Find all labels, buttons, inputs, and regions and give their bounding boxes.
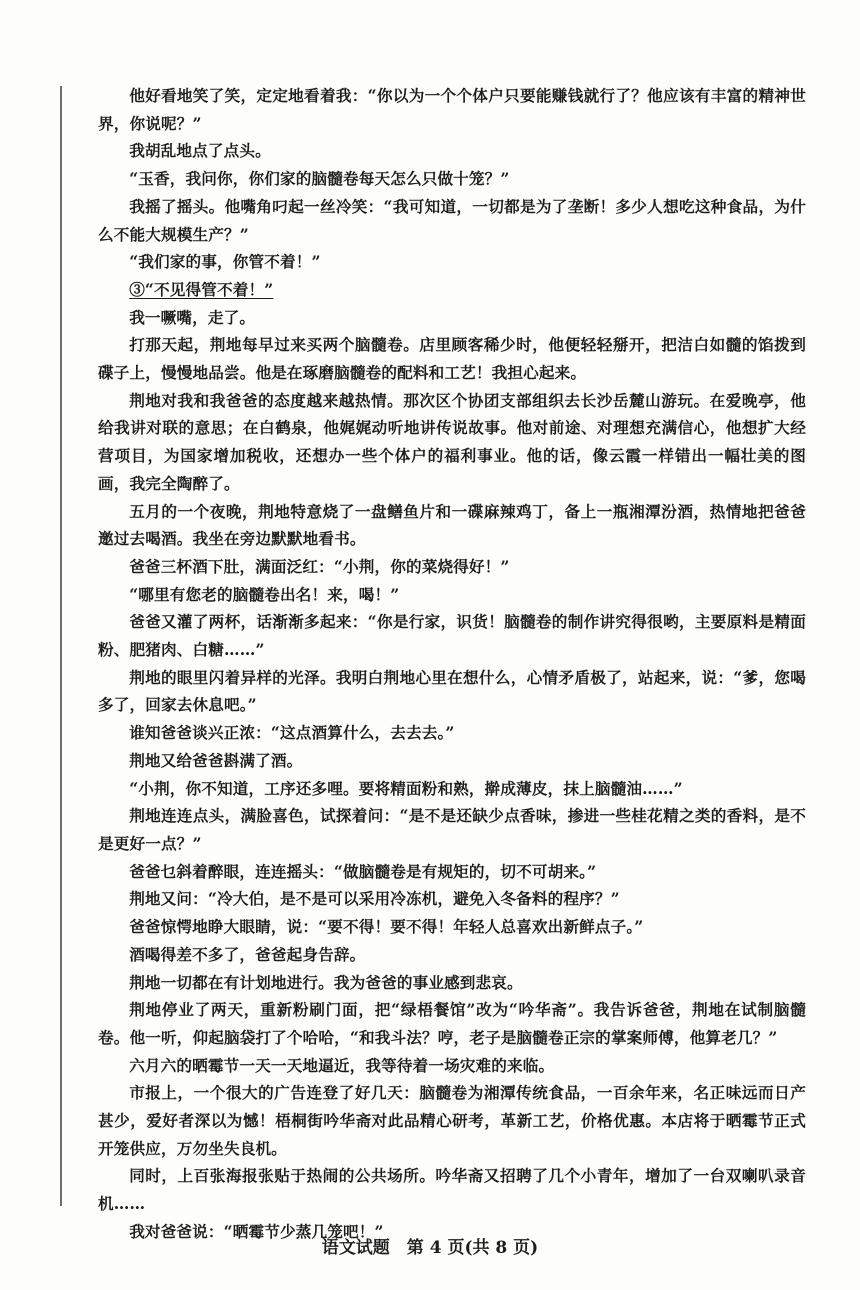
paragraph: “玉香，我问你，你们家的脑髓卷每天怎么只做十笼？”: [129, 169, 510, 189]
paragraph: 酒喝得差不多了，爸爸起身告辞。: [129, 944, 366, 964]
paragraph-underlined: [98, 276, 806, 304]
paragraph: 爸爸三杯酒下肚，满面泛红：“小荆，你的菜烧得好！”: [129, 556, 510, 576]
underlined-sentence: ③“不见得管不着！”: [129, 279, 274, 299]
paragraph: 荆地又给爸爸斟满了酒。: [129, 750, 303, 770]
paragraph: 我对爸爸说：“晒霉节少蒸几笼吧！”: [129, 1221, 384, 1241]
paragraph: 荆地对我和我爸爸的态度越来越热情。那次区个协团支部组织去长沙岳麓山游玩。在爱晚亭，他给我讲对联的意思；在白鹤泉，他娓娓动听地讲传说故事。他对前途、对理想充满信心，他想扩大经营项目，为国家增加税收，还想办一些个体户的福利事业。他的话，像云霞一样错出一幅壮美的图画，我完全陶醉了。: [98, 390, 806, 493]
paragraph: 我胡乱地点了点头。: [129, 141, 271, 161]
paragraph: 荆地又问：“冷大伯，是不是可以采用冷冻机，避免入冬备料的程序？”: [129, 889, 620, 909]
paragraph: 市报上，一个很大的广告连登了好几天：脑髓卷为湘潭传统食品，一百余年来，名正味远而日产甚少，爱好者深以为憾！梧桐街吟华斋对此品精心研考，革新工艺，价格优惠。本店将于晒霉节正式开笼供应，万勿坐失良机。: [98, 1083, 806, 1158]
passage-body: [98, 82, 806, 1246]
paragraph: 我一噘嘴，走了。: [129, 307, 256, 327]
paragraph: 他好看地笑了笑，定定地看着我：“你以为一个个体户只要能赚钱就行了？他应该有丰富的精神世界，你说呢？”: [98, 86, 806, 133]
paragraph: 同时，上百张海报张贴于热闹的公共场所。吟华斋又招聘了几个小青年，增加了一台双喇叭录音机……: [98, 1166, 806, 1214]
paragraph: 打那天起，荆地每早过来买两个脑髓卷。店里顾客稀少时，他便轻轻掰开，把洁白如髓的馅拨到碟子上，慢慢地品尝。他是在琢磨脑髓卷的配料和工艺！我担心起来。: [98, 335, 806, 383]
paragraph: 荆地连连点头，满脸喜色，试探着问：“是不是还缺少点香味，掺进一些桂花精之类的香料，是不是更好一点？”: [98, 806, 806, 853]
paragraph: “小荆，你不知道，工序还多哩。要将精面粉和熟，擀成薄皮，抹上脑髓油……”: [129, 778, 683, 798]
paragraph: 五月的一个夜晚，荆地特意烧了一盘鳝鱼片和一碟麻辣鸡丁，备上一瓶湘潭汾酒，热情地把爸爸邀过去喝酒。我坐在旁边默默地看书。: [98, 501, 806, 549]
paragraph: 谁知爸爸谈兴正浓：“这点酒算什么，去去去。”: [129, 723, 455, 743]
margin-rule: [60, 86, 62, 1206]
paragraph: 荆地停业了两天，重新粉刷门面，把“绿梧餐馆”改为“吟华斋”。我告诉爸爸，荆地在试制脑髓卷。他一听，仰起脑袋打了个哈哈，“和我斗法？哼，老子是脑髓卷正宗的掌案师傅，他算老几？”: [98, 1000, 806, 1047]
paragraph: 爸爸乜斜着醉眼，连连摇头：“做脑髓卷是有规矩的，切不可胡来。”: [129, 861, 597, 881]
paragraph: 我摇了摇头。他嘴角叼起一丝冷笑：“我可知道，一切都是为了垄断！多少人想吃这种食品，为什么不能大规模生产？”: [98, 196, 806, 244]
paragraph: 六月六的晒霉节一天一天地逼近，我等待着一场灾难的来临。: [129, 1055, 555, 1075]
paragraph: 荆地一切都在有计划地进行。我为爸爸的事业感到悲哀。: [129, 972, 523, 992]
paragraph: “哪里有您老的脑髓卷出名！来，喝！”: [129, 584, 400, 604]
page-footer: 语文试题 第 4 页(共 8 页): [321, 1238, 539, 1258]
paragraph: 爸爸惊愕地睁大眼睛，说：“要不得！要不得！年轻人总喜欢出新鲜点子。”: [129, 917, 644, 937]
paragraph: 荆地的眼里闪着异样的光泽。我明白荆地心里在想什么，心情矛盾极了，站起来，说：“爹，您喝多了，回家去休息吧。”: [98, 667, 806, 715]
paragraph: “我们家的事，你管不着！”: [129, 252, 321, 272]
paragraph: 爸爸又灌了两杯，话渐渐多起来：“你是行家，识货！脑髓卷的制作讲究得很哟，主要原料是精面粉、肥猪肉、白糖……”: [98, 612, 806, 660]
